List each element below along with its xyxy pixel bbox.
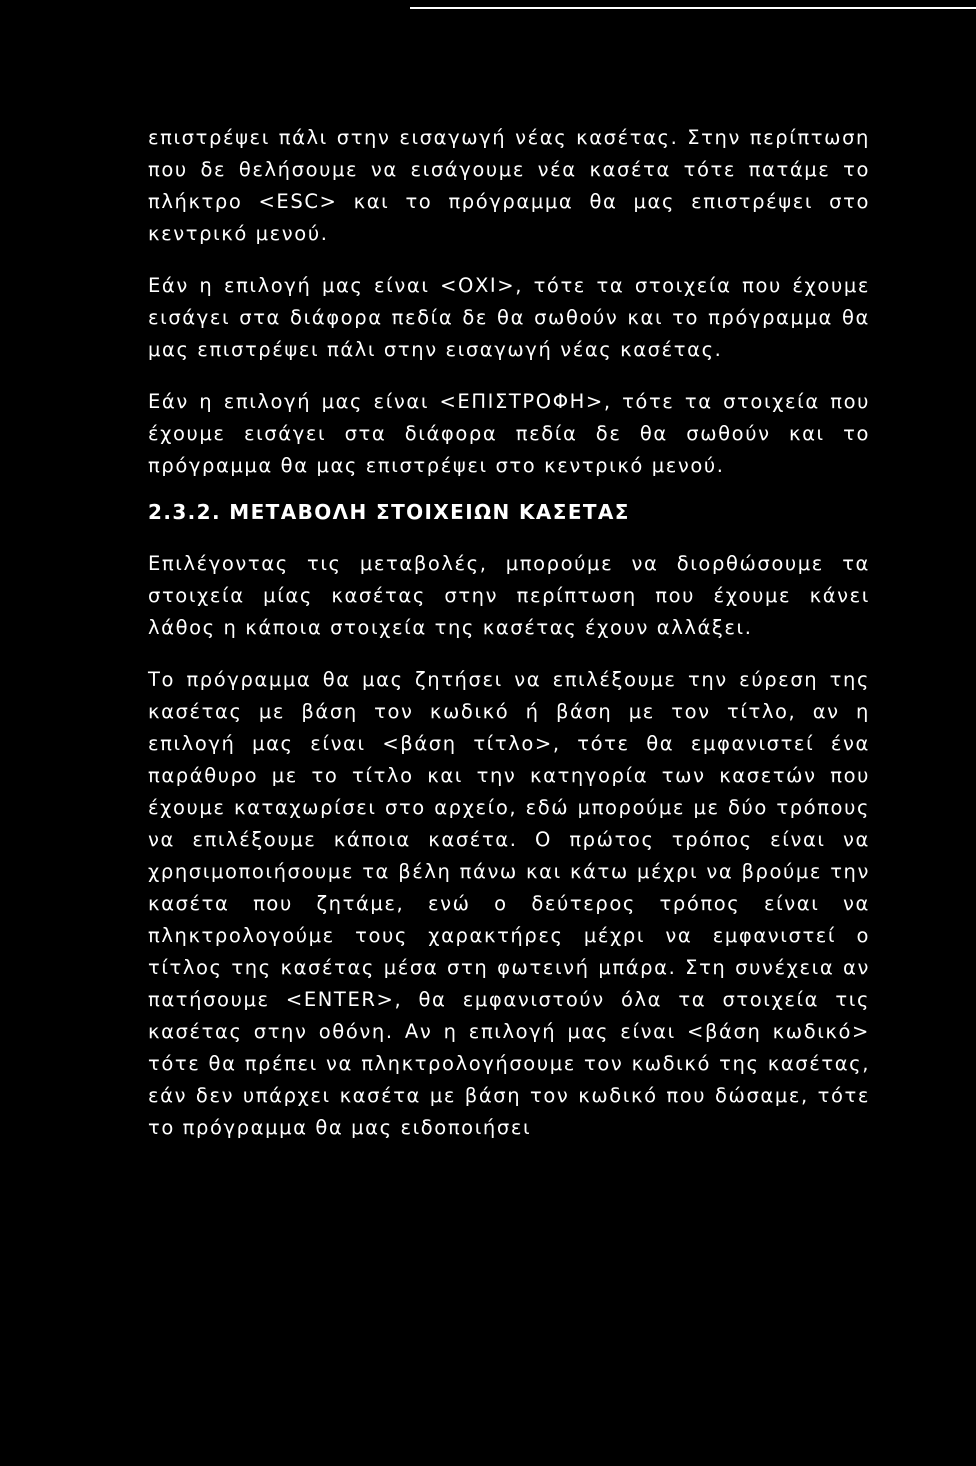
paragraph-choice-no: Εάν η επιλογή μας είναι <ΟΧΙ>, τότε τα στοιχεία που έχουμε εισάγει στα διάφορα πεδία δε θα σωθούν και το πρόγραμμα θα μας επιστρέψει πάλι στην εισαγωγή νέας κασέτας. <box>148 274 870 361</box>
document-page <box>148 122 870 1144</box>
paragraph-choice-return: Εάν η επιλογή μας είναι <ΕΠΙΣΤΡΟΦΗ>, τότε τα στοιχεία που έχουμε εισάγει στα διάφορα πεδία δε θα σωθούν και το πρόγραμμα θα μας επιστρέψει στο κεντρικό μενού. <box>148 390 870 477</box>
paragraph-search-cassette: Το πρόγραμμα θα μας ζητήσει να επιλέξουμε την εύρεση της κασέτας με βάση τον κωδικό ή βάση με τον τίτλο, αν η επιλογή μας είναι <βάση τίτλο>, τότε θα εμφανιστεί ένα παράθυρο με το τίτλο και την κατηγορία των κασετών που έχουμε καταχωρίσει στο αρχείο, εδώ μπορούμε με δύο τρόπους να επιλέξουμε κάποια κασέτα. Ο πρώτος τρόπος είναι να χρησιμοποιήσουμε τα βέλη πάνω και κάτω μέχρι να βρούμε την κασέτα που ζητάμε, ενώ ο δεύτερος τρόπος είναι να πληκτρολογούμε τους χαρακτήρες μέχρι να εμφανιστεί ο τίτλος της κασέτας μέσα στη φωτεινή μπάρα. Στη συνέχεια αν πατήσουμε <ENTER>, θα εμφανιστούν όλα τα στοιχεία τις κασέτας στην οθόνη. Αν η επιλογή μας είναι <βάση κωδικό> τότε θα πρέπει να πληκτρολογήσουμε τον κωδικό της κασέτας, εάν δεν υπάρχει κασέτα με βάση τον κωδικό που δώσαμε, τότε το πρόγραμμα θα μας ειδοποιήσει <box>148 668 870 1139</box>
top-rule-divider <box>410 7 976 9</box>
section-heading: 2.3.2. ΜΕΤΑΒΟΛΗ ΣΤΟΙΧΕΙΩΝ ΚΑΣΕΤΑΣ <box>148 500 630 524</box>
paragraph-return-to-entry: επιστρέψει πάλι στην εισαγωγή νέας κασέτας. Στην περίπτωση που δε θελήσουμε να εισάγουμε νέα κασέτα τότε πατάμε το πλήκτρο <ESC> και το πρόγραμμα θα μας επιστρέψει στο κεντρικό μενού. <box>148 126 870 245</box>
paragraph-modifications: Επιλέγοντας τις μεταβολές, μπορούμε να διορθώσουμε τα στοιχεία μίας κασέτας στην περίπτωση που έχουμε κάνει λάθος η κάποια στοιχεία της κασέτας έχουν αλλάξει. <box>148 552 870 639</box>
